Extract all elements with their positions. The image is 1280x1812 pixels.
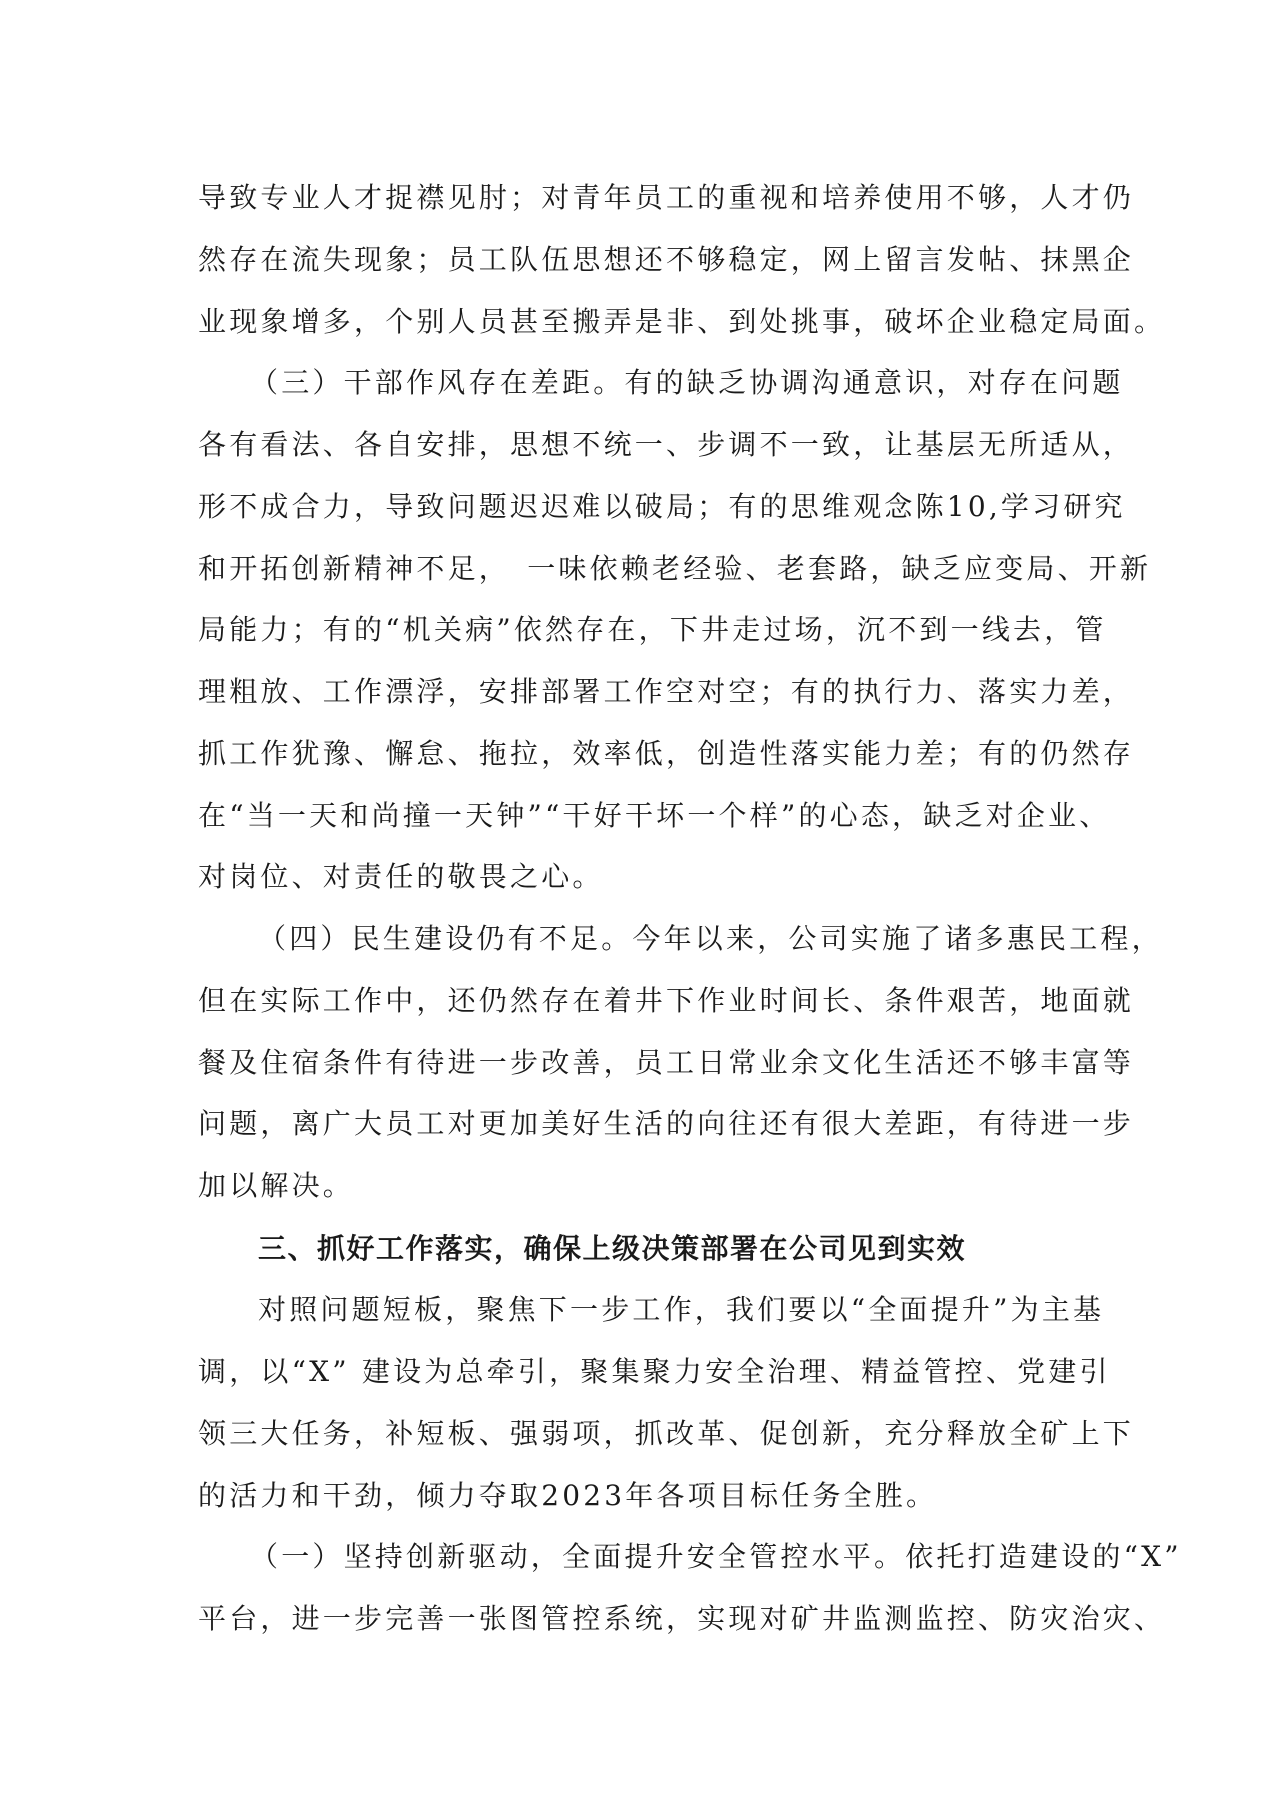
paragraph-line: 局能力；有的“机关病”依然存在，下井走过场，沉不到一线去，管 (198, 613, 1107, 646)
section-three-first-line: （三）干部作风存在差距。有的缺乏协调沟通意识，对存在问题 (250, 366, 1124, 399)
paragraph-line: 和开拓创新精神不足， 一味依赖老经验、老套路，缺乏应变局、开新 (198, 552, 1152, 585)
paragraph-line: 各有看法、各自安排，思想不统一、步调不一致，让基层无所适从， (198, 428, 1135, 461)
paragraph-line: 加以解决。 (198, 1169, 355, 1202)
paragraph-line: 领三大任务，补短板、强弱项，抓改革、促创新，充分释放全矿上下 (198, 1417, 1135, 1450)
paragraph-line: 对岗位、对责任的敬畏之心。 (198, 860, 604, 893)
paragraph-line: 形不成合力，导致问题迟迟难以破局；有的思维观念陈10,学习研究 (198, 490, 1126, 523)
paragraph-line: 调，以“X” 建设为总牵引，聚集聚力安全治理、精益管控、党建引 (198, 1355, 1111, 1388)
section-four-first-line: （四）民生建设仍有不足。今年以来，公司实施了诸多惠民工程， (258, 922, 1163, 955)
paragraph-line: 业现象增多，个别人员甚至搬弄是非、到处挑事，破坏企业稳定局面。 (198, 305, 1166, 338)
paragraph-line: 理粗放、工作漂浮，安排部署工作空对空；有的执行力、落实力差， (198, 675, 1135, 708)
paragraph-line: 的活力和干劲，倾力夺取2023年各项目标任务全胜。 (198, 1479, 938, 1512)
paragraph-first-line: 对照问题短板，聚焦下一步工作，我们要以“全面提升”为主基 (258, 1293, 1105, 1326)
paragraph-line: 问题，离广大员工对更加美好生活的向往还有很大差距，有待进一步 (198, 1107, 1135, 1140)
paragraph-line: 餐及住宿条件有待进一步改善，员工日常业余文化生活还不够丰富等 (198, 1046, 1135, 1079)
paragraph-line: 抓工作犹豫、懈怠、拖拉，效率低，创造性落实能力差；有的仍然存 (198, 737, 1135, 770)
paragraph-line: 平台，进一步完善一张图管控系统，实现对矿井监测监控、防灾治灾、 (198, 1602, 1166, 1635)
paragraph-line: 但在实际工作中，还仍然存在着井下作业时间长、条件艰苦，地面就 (198, 984, 1135, 1017)
paragraph-line: 导致专业人才捉襟见肘；对青年员工的重视和培养使用不够，人才仍 (198, 181, 1135, 214)
section-heading: 三、抓好工作落实，确保上级决策部署在公司见到实效 (258, 1232, 967, 1265)
subsection-one-first-line: （一）坚持创新驱动，全面提升安全管控水平。依托打造建设的“X” (250, 1540, 1182, 1573)
paragraph-line: 然存在流失现象；员工队伍思想还不够稳定，网上留言发帖、抹黑企 (198, 243, 1135, 276)
paragraph-line: 在“当一天和尚撞一天钟”“干好干坏一个样”的心态，缺乏对企业、 (198, 799, 1111, 832)
